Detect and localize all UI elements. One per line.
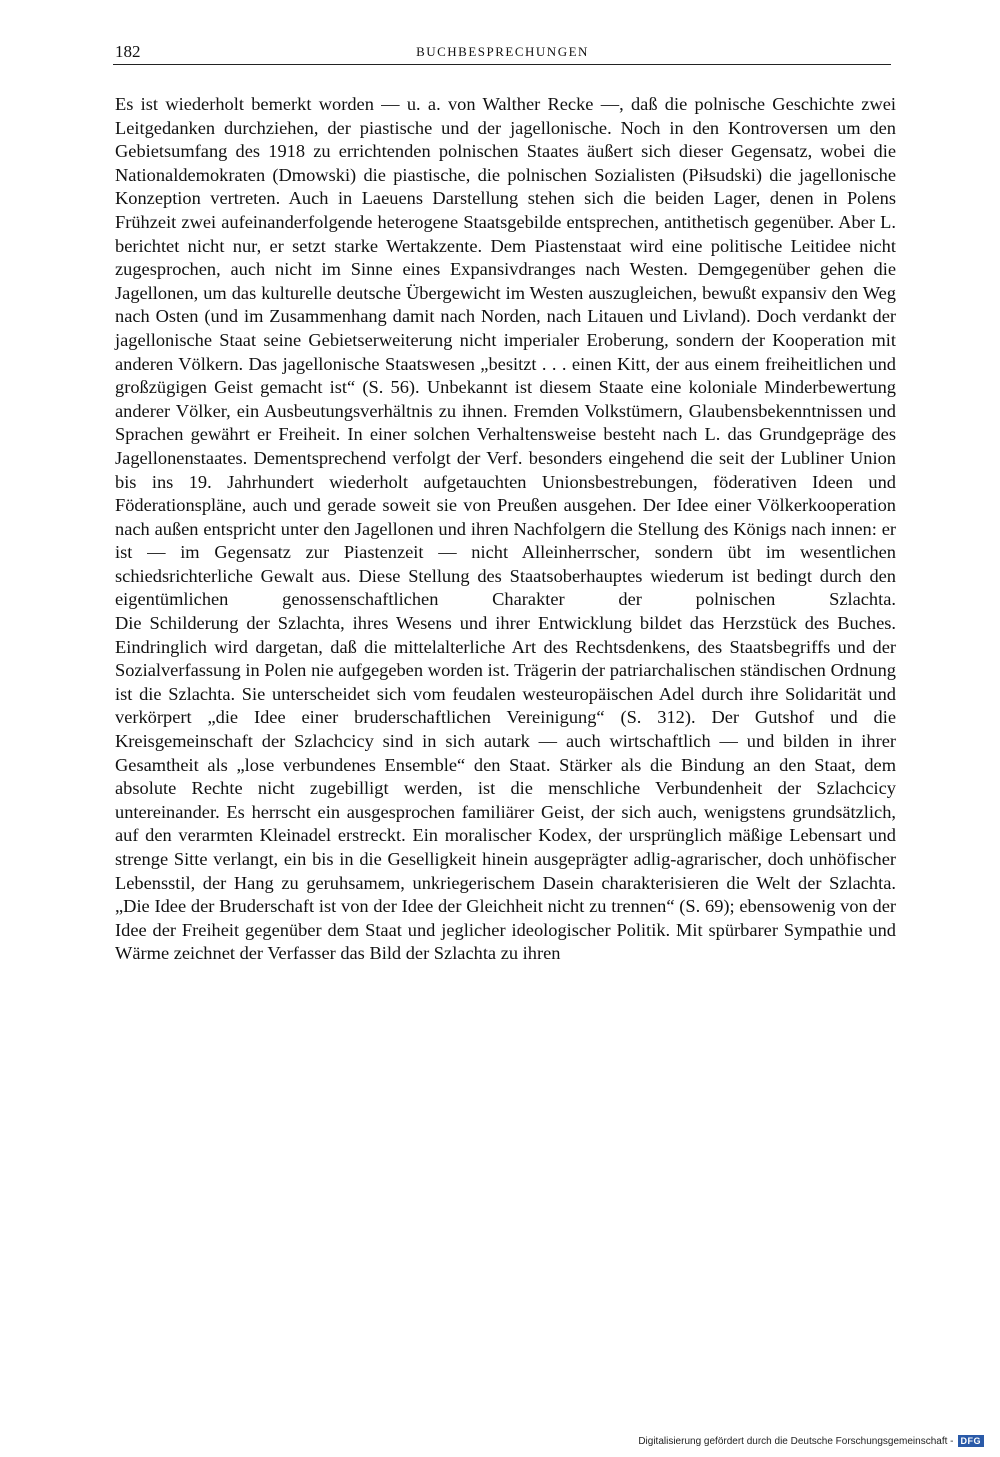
body-text <box>115 93 896 966</box>
paragraph-piasts-jagellons: Es ist wiederholt bemerkt worden — u. a. von Walther Recke —, daß die polnische Geschichte zwei Leitgedanken durchziehen, der piastische und der jagellonische. Noch in den Kontroversen um den Gebietsumfang des 1918 zu errichtenden polnischen Staates äußert sich dieser Gegensatz, wobei die Nationaldemokraten (Dmowski) die piastische, die polnischen Sozialisten (Piłsudski) die jagellonische Konzeption vertreten. Auch in Laeuens Darstellung stehen sich die beiden Lager, denen in Polens Frühzeit zwei aufeinanderfolgende heterogene Staatsgebilde entsprechen, antithetisch gegenüber. Aber L. berichtet nicht nur, er setzt starke Wertakzente. Dem Piastenstaat wird eine politische Leitidee nicht zugesprochen, auch nicht im Sinne eines Expansivdranges nach Westen. Demgegenüber gehen die Jagellonen, um das kulturelle deutsche Übergewicht im Westen auszugleichen, bewußt expansiv den Weg nach Osten (und im Zusammenhang damit nach Norden, nach Litauen und Livland). Doch verdankt der jagellonische Staat seine Gebietserweiterung nicht imperialer Eroberung, sondern der Kooperation mit anderen Völkern. Das jagellonische Staatswesen „besitzt . . . einen Kitt, der aus einem freiheitlichen und großzügigen Geist gemacht ist“ (S. 56). Unbekannt ist diesem Staate eine koloniale Minderbewertung anderer Völker, ein Ausbeutungsverhältnis zu ihnen. Fremden Volkstümern, Glaubensbekenntnissen und Sprachen gewährt er Freiheit. In einer solchen Verhaltensweise besteht nach L. das Grundgepräge des Jagellonenstaates. Dementsprechend verfolgt der Verf. besonders eingehend die seit der Lubliner Union bis ins 19. Jahrhundert wiederholt aufgetauchten Unionsbestrebungen, föderativen Ideen und Föderationspläne, auch und gerade soweit sie von Preußen ausgehen. Der Idee einer Völkerkooperation nach außen entspricht unter den Jagellonen und ihren Nachfolgern die Stellung des Königs nach innen: er ist — im Gegensatz zur Piastenzeit — nicht Alleinherrscher, sondern übt im wesentlichen schiedsrichterliche Gewalt aus. Diese Stellung des Staatsoberhauptes wiederum ist bedingt durch den eigentümlichen genossenschaftlichen Charakter der polnischen Szlachta. <box>115 94 896 610</box>
page-number: 182 <box>115 42 141 61</box>
running-head <box>115 40 890 66</box>
section-title: BUCHBESPRECHUNGEN <box>416 44 589 59</box>
digitization-footer <box>638 1435 984 1447</box>
paragraph-szlachta: Die Schilderung der Szlachta, ihres Wesens und ihrer Entwicklung bildet das Herzstück des Buches. Eindringlich wird dargetan, daß die mittelalterliche Art des Rechtsdenkens, des Staatsbegriffs und der Sozialverfassung in Polen nie aufgegeben worden ist. Trägerin der patriarchalischen ständischen Ordnung ist die Szlachta. Sie unterscheidet sich vom feudalen westeuropäischen Adel durch ihre Solidarität und verkörpert „die Idee einer bruderschaftlichen Vereinigung“ (S. 312). Der Gutshof und die Kreisgemeinschaft der Szlachcicy sind in sich autark — auch wirtschaftlich — und bilden in ihrer Gesamtheit als „lose verbundenes Ensemble“ den Staat. Stärker als die Bindung an den Staat, dem absolute Rechte nicht zugebilligt werden, ist die menschliche Verbundenheit der Szlachcicy untereinander. Es herrscht ein ausgesprochen familiärer Geist, der sich auch, wenigstens grundsätzlich, auf den verarmten Kleinadel erstreckt. Ein moralischer Kodex, der ursprünglich mäßige Lebensart und strenge Sitte verlangt, ein bis in die Geselligkeit hinein ausgeprägter adlig-agrarischer, doch unhöfischer Lebensstil, der Hang zu geruhsamem, unkriegerischem Dasein charakterisieren die Welt der Szlachta. „Die Idee der Bruderschaft ist von der Idee der Gleichheit nicht zu trennen“ (S. 69); ebensowenig von der Idee der Freiheit gegenüber dem Staat und jeglicher ideologischer Politik. Mit spürbarer Sympathie und Wärme zeichnet der Verfasser das Bild der Szlachta zu ihren <box>115 613 896 964</box>
dfg-logo-icon: DFG <box>958 1435 985 1447</box>
header-rule <box>113 64 891 65</box>
footer-credit: Digitalisierung gefördert durch die Deutsche Forschungsgemeinschaft - <box>638 1435 954 1447</box>
